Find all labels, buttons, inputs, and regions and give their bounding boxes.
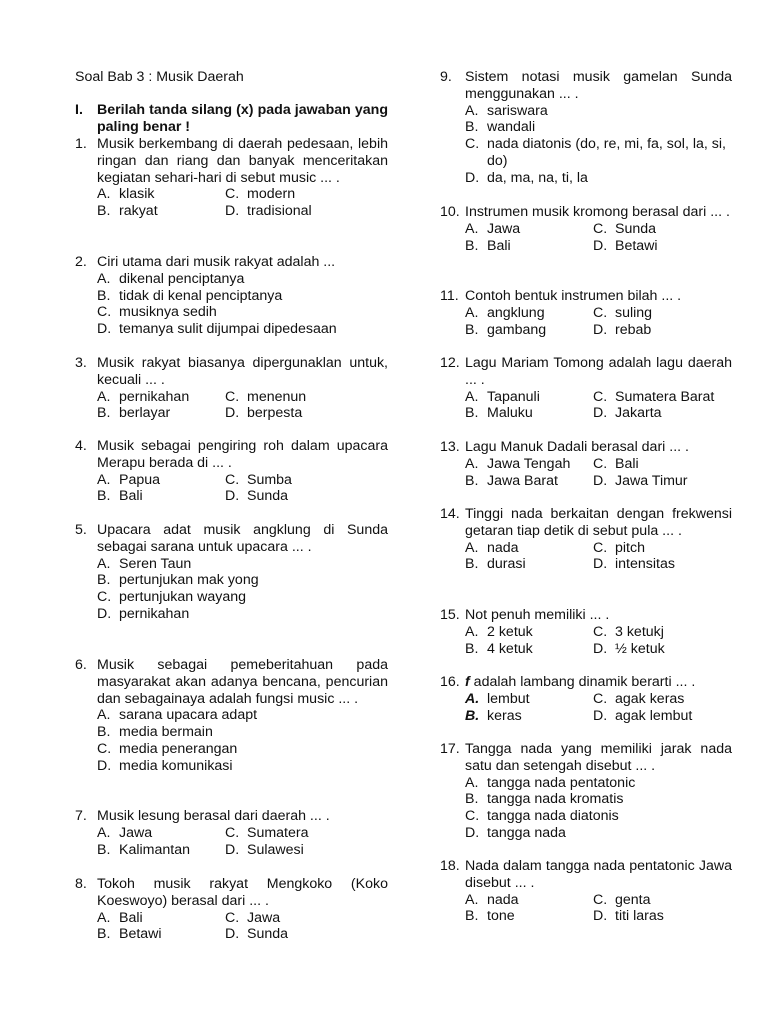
answer-option[interactable]: D. tangga nada: [465, 824, 566, 841]
question-11: [440, 288, 732, 338]
answer-option[interactable]: A. Seren Taun: [97, 555, 192, 572]
answer-option[interactable]: A. 2 ketuk: [465, 623, 533, 640]
answer-option[interactable]: B. gambang: [465, 321, 547, 338]
answer-option[interactable]: C. Sumba: [225, 471, 292, 488]
answer-option[interactable]: A. nada: [465, 539, 519, 556]
answer-options: [97, 472, 388, 506]
answer-options: [465, 221, 732, 255]
section-number: I.: [75, 102, 83, 118]
question-text: Nada dalam tangga nada pentatonic Jawa disebut ... .: [465, 858, 732, 891]
answer-option[interactable]: C. Jawa: [225, 909, 281, 926]
answer-option[interactable]: A. Papua: [97, 471, 161, 488]
answer-option[interactable]: A. angklung: [465, 304, 545, 321]
answer-option[interactable]: A. sariswara: [465, 102, 548, 119]
answer-option[interactable]: D. Jakarta: [593, 405, 662, 422]
answer-options: [465, 103, 732, 187]
question-number: 2.: [75, 254, 87, 270]
question-8: [75, 876, 388, 943]
question-text: Tangga nada yang memiliki jarak nada satu dan setengah disebut ... .: [465, 741, 732, 774]
question-number: 8.: [75, 876, 87, 892]
answer-option[interactable]: D. temanya sulit dijumpai dipedesaan: [97, 321, 337, 338]
answer-option[interactable]: A. Jawa: [97, 824, 153, 841]
question-12: [440, 355, 732, 422]
answer-option[interactable]: A. Jawa: [465, 220, 521, 237]
answer-option[interactable]: B. Maluku: [465, 405, 533, 422]
answer-option[interactable]: A. klasik: [97, 186, 155, 203]
section-instruction: [75, 102, 388, 136]
question-text: Instrumen musik kromong berasal dari ... .: [465, 204, 730, 220]
question-number: 6.: [75, 657, 87, 673]
answer-option[interactable]: D. pernikahan: [97, 605, 190, 622]
answer-options: [97, 186, 388, 220]
answer-option[interactable]: B. Bali: [465, 237, 511, 254]
question-text: Musik rakyat biasanya dipergunaklan untuk, kecuali ... .: [97, 355, 388, 388]
answer-options: [465, 389, 732, 423]
question-number: 16.: [440, 674, 460, 690]
question-15: [440, 607, 732, 657]
answer-option[interactable]: D. intensitas: [593, 556, 675, 573]
answer-option[interactable]: B. Kalimantan: [97, 841, 190, 858]
question-number: 18.: [440, 858, 460, 874]
question-text: Musik sebagai pengiring roh dalam upacara Merapu berada di ... .: [97, 438, 388, 471]
answer-option[interactable]: D. titi laras: [593, 908, 664, 925]
question-number: 12.: [440, 355, 460, 371]
question-number: 15.: [440, 607, 460, 623]
answer-options: [97, 271, 388, 338]
answer-option[interactable]: D. berpesta: [225, 405, 303, 422]
question-number: 5.: [75, 522, 87, 538]
answer-option[interactable]: C. menenun: [225, 388, 307, 405]
answer-option[interactable]: B. 4 ketuk: [465, 640, 533, 657]
answer-options: [97, 389, 388, 423]
answer-option[interactable]: B. media bermain: [97, 724, 213, 741]
answer-option[interactable]: B. berlayar: [97, 405, 171, 422]
question-17: [440, 741, 732, 842]
answer-options: [465, 624, 732, 658]
answer-option[interactable]: C. genta: [593, 891, 651, 908]
answer-option[interactable]: D. tradisional: [225, 203, 312, 220]
answer-options: [97, 825, 388, 859]
question-number: 7.: [75, 808, 87, 824]
forte-symbol: f: [465, 674, 470, 690]
question-6: [75, 657, 388, 775]
answer-option[interactable]: C. media penerangan: [97, 740, 238, 757]
answer-option[interactable]: B. keras: [465, 707, 522, 724]
answer-option[interactable]: C. musiknya sedih: [97, 304, 217, 321]
question-text: Contoh bentuk instrumen bilah ... .: [465, 288, 682, 304]
question-text: Tokoh musik rakyat Mengkoko (Koko Koeswoyo) berasal dari ... .: [97, 876, 388, 909]
answer-option[interactable]: D. media komunikasi: [97, 757, 233, 774]
question-number: 14.: [440, 506, 460, 522]
answer-option[interactable]: C. pitch: [593, 539, 645, 556]
answer-option[interactable]: B. durasi: [465, 556, 526, 573]
question-text: Not penuh memiliki ... .: [465, 607, 610, 623]
answer-option[interactable]: A. pernikahan: [97, 388, 190, 405]
answer-option[interactable]: A. sarana upacara adapt: [97, 707, 258, 724]
answer-option[interactable]: A. tangga nada pentatonic: [465, 774, 636, 791]
answer-options: [97, 556, 388, 623]
answer-option[interactable]: B. pertunjukan mak yong: [97, 572, 259, 589]
answer-option[interactable]: C. agak keras: [593, 690, 685, 707]
answer-options: [465, 691, 732, 725]
answer-option[interactable]: A. dikenal penciptanya: [97, 270, 245, 287]
answer-option[interactable]: B. Bali: [97, 488, 143, 505]
question-text: Tinggi nada berkaitan dengan frekwensi getaran tiap detik di sebut pula ... .: [465, 506, 732, 539]
question-7: [75, 808, 388, 858]
answer-option[interactable]: A. nada: [465, 891, 519, 908]
answer-option[interactable]: A. lembut: [465, 690, 530, 707]
answer-option[interactable]: C. pertunjukan wayang: [97, 589, 246, 606]
question-16: [440, 674, 732, 724]
answer-option[interactable]: D. Sulawesi: [225, 841, 304, 858]
answer-option[interactable]: B. wandali: [465, 119, 536, 136]
answer-options: [97, 707, 388, 774]
answer-option[interactable]: C. Bali: [593, 455, 639, 472]
answer-option[interactable]: C. Sumatera: [225, 824, 309, 841]
question-3: [75, 355, 388, 422]
question-text: Musik lesung berasal dari daerah ... .: [97, 808, 330, 824]
question-number: 3.: [75, 355, 87, 371]
answer-options: [465, 305, 732, 339]
answer-options: [465, 456, 732, 490]
answer-option[interactable]: B. Betawi: [97, 926, 162, 943]
question-text: Ciri utama dari musik rakyat adalah ...: [97, 254, 336, 270]
answer-option[interactable]: D. da, ma, na, ti, la: [465, 169, 588, 186]
answer-option[interactable]: C. Sunda: [593, 220, 657, 237]
question-number: 4.: [75, 438, 87, 454]
answer-option[interactable]: B. tangga nada kromatis: [465, 791, 624, 808]
question-text: Musik berkembang di daerah pedesaan, lebih ringan dan riang dan banyak menceritakan kegiatan sehari-hari di sebut music ... .: [97, 136, 388, 186]
question-9: [440, 69, 732, 187]
answer-option[interactable]: D. Jawa Timur: [593, 472, 688, 489]
answer-option[interactable]: A. Tapanuli: [465, 388, 540, 405]
question-text: f adalah lambang dinamik berarti ... .: [465, 674, 696, 690]
question-1: [75, 136, 388, 220]
answer-option[interactable]: C. modern: [225, 186, 296, 203]
answer-option[interactable]: B. rakyat: [97, 203, 158, 220]
question-text: Upacara adat musik angklung di Sunda sebagai sarana untuk upacara ... .: [97, 522, 388, 555]
answer-option[interactable]: D. Sunda: [225, 488, 289, 505]
answer-option[interactable]: C. 3 ketukj: [593, 623, 664, 640]
answer-option[interactable]: D. rebab: [593, 321, 652, 338]
answer-option[interactable]: D. ½ ketuk: [593, 640, 665, 657]
question-13: [440, 439, 732, 489]
answer-option[interactable]: C. tangga nada diatonis: [465, 808, 619, 825]
question-text: Sistem notasi musik gamelan Sunda menggunakan ... .: [465, 69, 732, 102]
answer-options: [465, 892, 732, 926]
section-instruction-text: Berilah tanda silang (x) pada jawaban yang paling benar !: [97, 102, 388, 135]
question-number: 10.: [440, 204, 460, 220]
question-text: Lagu Mariam Tomong adalah lagu daerah ... .: [465, 355, 732, 388]
answer-option[interactable]: B. tidak di kenal penciptanya: [97, 287, 283, 304]
answer-options: [97, 910, 388, 944]
answer-options: [465, 540, 732, 574]
question-number: 17.: [440, 741, 460, 757]
answer-option[interactable]: C. suling: [593, 304, 653, 321]
question-5: [75, 522, 388, 623]
answer-option[interactable]: A. Bali: [97, 909, 143, 926]
answer-option[interactable]: B. tone: [465, 908, 515, 925]
question-number: 13.: [440, 439, 460, 455]
question-18: [440, 858, 732, 925]
question-text: Musik sebagai pemeberitahuan pada masyarakat akan adanya bencana, pencurian dan sebagainaya adalah fungsi music ... .: [97, 657, 388, 707]
answer-option[interactable]: D. agak lembut: [593, 707, 693, 724]
question-14: [440, 506, 732, 573]
question-number: 9.: [440, 69, 452, 85]
question-number: 11.: [440, 288, 459, 304]
question-2: [75, 254, 388, 338]
question-number: 1.: [75, 136, 87, 152]
question-4: [75, 438, 388, 505]
answer-option[interactable]: D. Sunda: [225, 926, 289, 943]
answer-option[interactable]: C. Sumatera Barat: [593, 388, 715, 405]
answer-options: [465, 775, 732, 842]
document-title: Soal Bab 3 : Musik Daerah: [75, 69, 244, 85]
question-text: Lagu Manuk Dadali berasal dari ... .: [465, 439, 689, 455]
answer-option[interactable]: D. Betawi: [593, 237, 658, 254]
answer-option[interactable]: B. Jawa Barat: [465, 472, 558, 489]
question-10: [440, 204, 732, 254]
answer-option[interactable]: C. nada diatonis (do, re, mi, fa, sol, la, si, do): [465, 136, 726, 169]
answer-option[interactable]: A. Jawa Tengah: [465, 455, 571, 472]
